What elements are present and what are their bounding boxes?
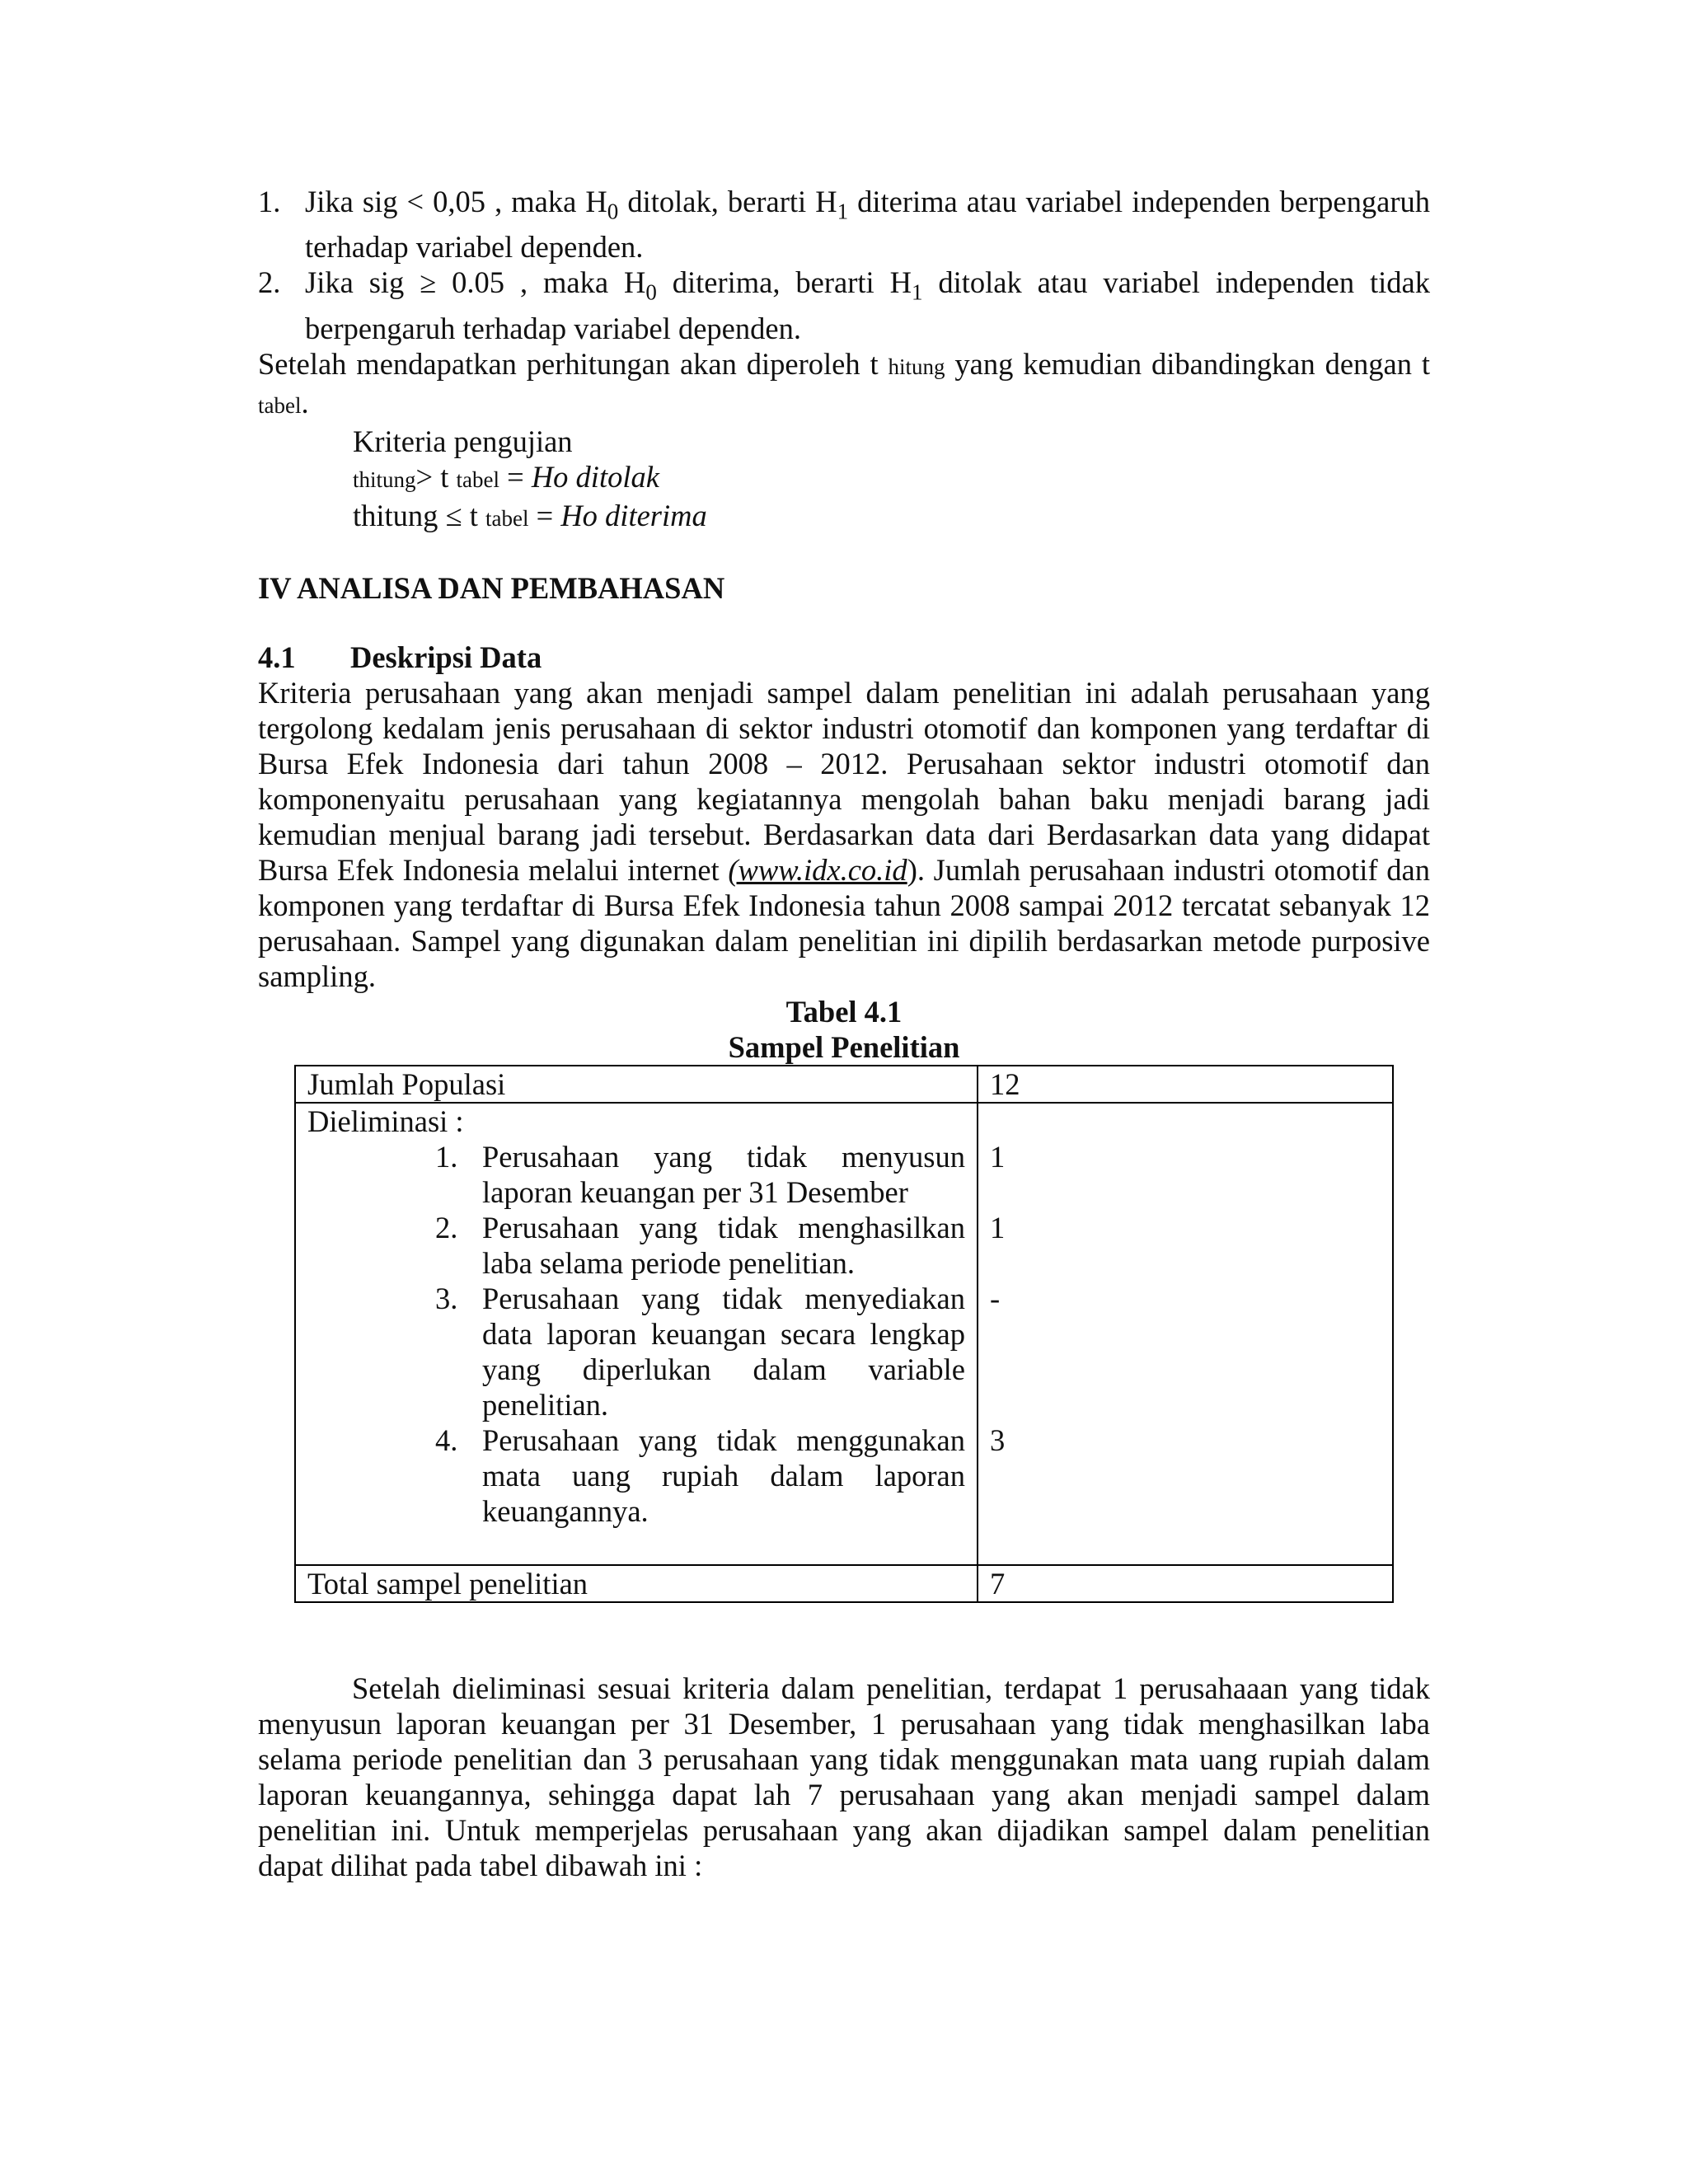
elim-text: Perusahaan yang tidak menghasilkan laba selama periode penelitian. [482, 1210, 966, 1280]
text-fragment: Jika sig ≥ 0.05 , maka H [305, 265, 646, 300]
table-cell: Jumlah Populasi [295, 1066, 978, 1103]
subsection-heading [258, 640, 1430, 675]
subscript: 0 [645, 279, 657, 305]
text-fragment: ≤ t [438, 498, 485, 532]
idx-link[interactable]: (www.idx.co.id [728, 852, 907, 887]
table-caption-number: Tabel 4.1 [785, 994, 903, 1029]
kriteria-line-2 [353, 498, 1430, 537]
text-fragment: ). Jumlah perusahaan industri otomotif dan komponen yang terdaftar di Bursa Efek Indonesia tahun 2008 sampai 2012 tercatat sebanyak 12 perusahaan. Sampel yang digunakan dalam penelitian ini dipilih berdasarkan metode purposive sampling. [258, 852, 1430, 993]
elim-item [435, 1281, 965, 1422]
paragraph-setelah [258, 346, 1430, 424]
elim-label: Dieliminasi : [307, 1104, 464, 1138]
elim-value: 1 [990, 1210, 1006, 1244]
text-fragment: hitung [888, 354, 945, 379]
kriteria-line-1 [353, 459, 1430, 498]
text-fragment: Jika sig < 0,05 , maka H [305, 185, 607, 218]
subsection-number: 4.1 [258, 640, 296, 674]
table-cell: Total sampel penelitian [295, 1565, 978, 1602]
list-number: 2. [435, 1210, 458, 1244]
text-fragment: thitung [353, 466, 416, 492]
text-fragment: diterima atau variabel independen berpengaruh terhadap variabel dependen. [305, 185, 1430, 265]
description-paragraph [258, 675, 1430, 994]
table-cell: 7 [978, 1565, 1393, 1602]
sample-table [294, 1065, 1394, 1603]
text-fragment: . [301, 385, 309, 419]
table-cell: 12 [978, 1066, 1393, 1103]
text-fragment: ditolak, berarti H [618, 185, 837, 218]
text-fragment: Setelah mendapatkan perhitungan akan diperoleh t [258, 346, 889, 381]
table-row [295, 1066, 1393, 1103]
text-fragment: Kriteria perusahaan yang akan menjadi sampel dalam penelitian ini adalah perusahaan yang tergolong kedalam jenis perusahaan di sektor industri otomotif dan komponen yang terdaftar di Bursa Efek Indonesia dari tahun 2008 – 2012. Perusahaan sektor industri otomotif dan komponenyaitu perusahaan yang kegiatannya mengolah bahan baku menjadi barang jadi kemudian menjual barang jadi tersebut. Berdasarkan data dari Berdasarkan data yang didapat Bursa Efek Indonesia melalui internet [258, 675, 1430, 887]
text-fragment: = [499, 459, 532, 494]
section-heading: IV ANALISA DAN PEMBAHASAN [258, 570, 725, 605]
table-row [295, 1103, 1393, 1565]
text-fragment: tabel [258, 392, 302, 418]
elim-item [435, 1139, 965, 1210]
elim-value: 1 [990, 1139, 1006, 1174]
subscript: 1 [911, 279, 923, 305]
elim-text: Perusahaan yang tidak menggunakan mata uang rupiah dalam laporan keuangannya. [482, 1422, 966, 1528]
hypothesis-text [305, 184, 1430, 265]
elim-value: - [990, 1281, 1001, 1315]
text-fragment: = [528, 498, 561, 532]
subscript: 1 [837, 199, 849, 224]
hypothesis-item-2 [258, 265, 1430, 345]
hypothesis-text [305, 265, 1430, 345]
list-number: 2. [258, 265, 281, 300]
list-number: 3. [435, 1281, 458, 1315]
table-caption-title: Sampel Penelitian [728, 1029, 960, 1064]
table-cell [978, 1103, 1393, 1565]
table-row [295, 1565, 1393, 1602]
document-page [258, 184, 1430, 1883]
text-fragment: Ho ditolak [531, 459, 659, 494]
hypothesis-item-1 [258, 184, 1430, 265]
text-fragment: tabel [485, 505, 529, 531]
text-fragment: Ho diterima [560, 498, 707, 532]
table-cell [295, 1103, 978, 1565]
text-fragment: thitung [353, 498, 438, 532]
elim-text: Perusahaan yang tidak menyediakan data laporan keuangan secara lengkap yang diperlukan dalam variable penelitian. [482, 1281, 966, 1422]
elim-item [435, 1422, 965, 1529]
elim-text: Perusahaan yang tidak menyusun laporan keuangan per 31 Desember [482, 1139, 966, 1209]
elim-value: 3 [990, 1422, 1006, 1457]
kriteria-block [258, 424, 1430, 537]
text-fragment: ditolak atau variabel independen tidak berpengaruh terhadap variabel dependen. [305, 265, 1430, 345]
closing-paragraph: Setelah dieliminasi sesuai kriteria dalam penelitian, terdapat 1 perusahaaan yang tidak menyusun laporan keuangan per 31 Desember, 1 perusahaan yang tidak menghasilkan laba selama periode penelitian dan 3 perusahaan yang tidak menggunakan mata uang rupiah dalam laporan keuangannya, sehingga dapat lah 7 perusahaan yang akan menjadi sampel dalam penelitian ini. Untuk memperjelas perusahaan yang akan dijadikan sampel dalam penelitian dapat dilihat pada tabel dibawah ini : [258, 1671, 1430, 1882]
text-fragment: diterima, berarti H [656, 265, 912, 300]
kriteria-title: Kriteria pengujian [353, 424, 573, 458]
list-number: 4. [435, 1422, 458, 1457]
text-fragment: yang kemudian dibandingkan dengan t [945, 346, 1431, 381]
list-number: 1. [258, 185, 281, 218]
text-fragment: > t [415, 459, 457, 494]
text-fragment: tabel [456, 466, 499, 492]
list-number: 1. [435, 1139, 458, 1174]
subscript: 0 [607, 199, 619, 224]
elim-item [435, 1210, 965, 1281]
subsection-title: Deskripsi Data [350, 640, 542, 674]
